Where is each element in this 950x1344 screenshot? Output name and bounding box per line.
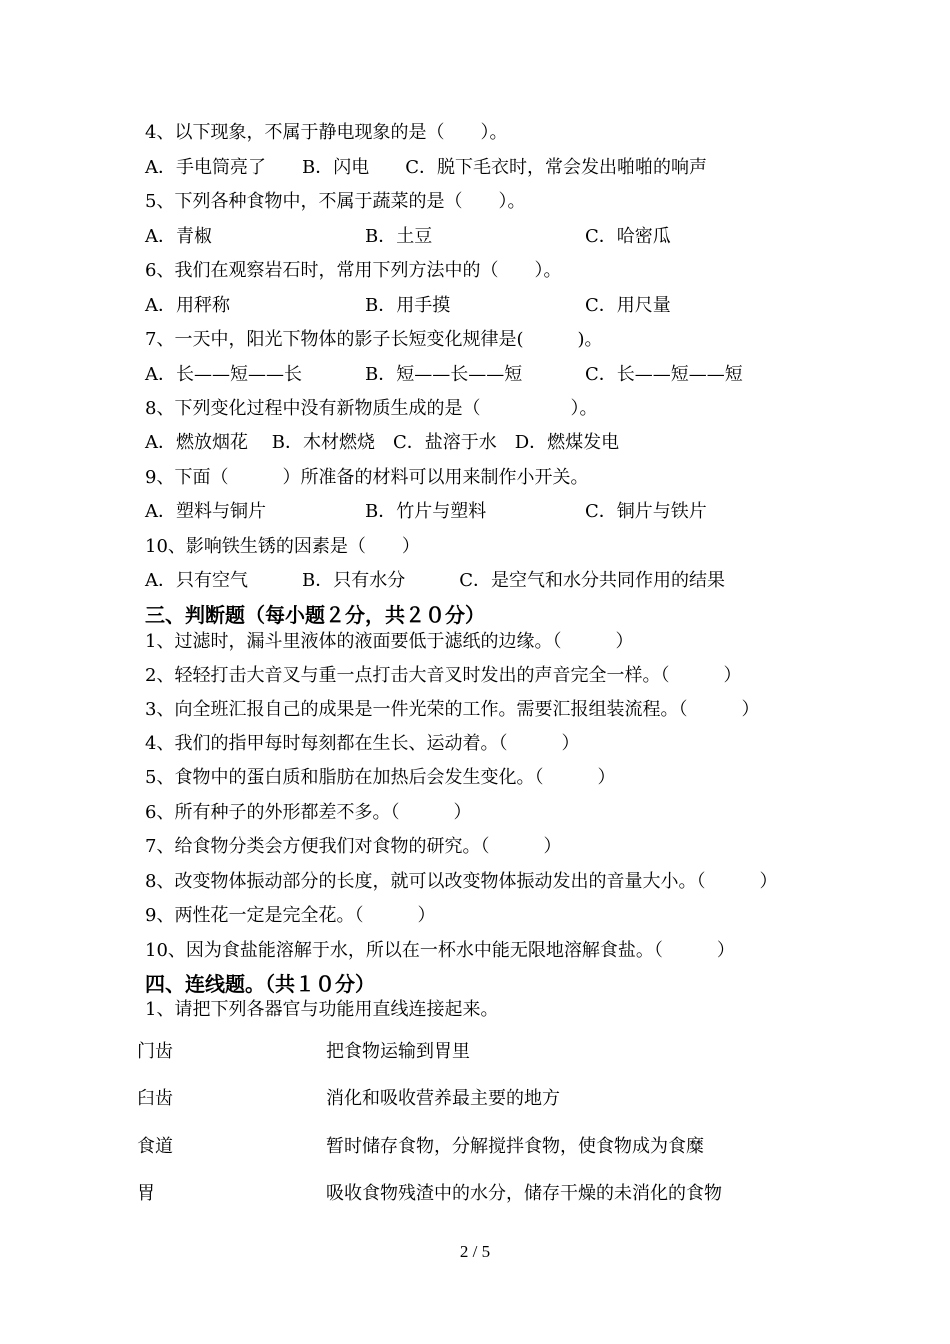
section-4-title: 四、连线题。（共１０分）	[145, 972, 375, 996]
question-10-options: A．只有空气 B．只有水分 C．是空气和水分共同作用的结果	[145, 570, 725, 591]
judge-item-6: 6、所有种子的外形都差不多。（ ）	[145, 802, 472, 823]
question-5-stem: 5、下列各种食物中，不属于蔬菜的是（ ）。	[145, 191, 526, 212]
organ-label-2: 臼齿	[137, 1088, 173, 1109]
function-label-2: 消化和吸收营养最主要的地方	[326, 1088, 560, 1109]
question-6-option-b: B．用手摸	[365, 295, 451, 316]
judge-item-4: 4、我们的指甲每时每刻都在生长、运动着。（ ）	[145, 733, 580, 754]
judge-item-5: 5、食物中的蛋白质和脂肪在加热后会发生变化。（ ）	[145, 767, 616, 788]
page-number: 2 / 5	[459, 1242, 491, 1261]
judge-item-10: 10、因为食盐能溶解于水，所以在一杯水中能无限地溶解食盐。（ ）	[145, 940, 735, 961]
section-3-title: 三、判断题（每小题２分，共２０分）	[145, 603, 485, 627]
judge-item-2: 2、轻轻打击大音叉与重一点打击大音叉时发出的声音完全一样。（ ）	[145, 665, 742, 686]
function-label-1: 把食物运输到胃里	[326, 1041, 470, 1062]
question-7-option-c: C．长——短——短	[585, 364, 743, 385]
question-7-stem: 7、一天中，阳光下物体的影子长短变化规律是( )。	[145, 329, 603, 350]
judge-item-8: 8、改变物体振动部分的长度，就可以改变物体振动发出的音量大小。（ ）	[145, 871, 778, 892]
matching-instruction: 1、请把下列各器官与功能用直线连接起来。	[145, 999, 499, 1020]
question-5-option-a: A．青椒	[145, 226, 212, 247]
question-8-stem: 8、下列变化过程中没有新物质生成的是（ ）。	[145, 398, 598, 419]
question-6-option-a: A．用秤称	[145, 295, 230, 316]
judge-item-7: 7、给食物分类会方便我们对食物的研究。（ ）	[145, 836, 562, 857]
function-label-4: 吸收食物残渣中的水分，储存干燥的未消化的食物	[326, 1183, 722, 1204]
question-8-options: A．燃放烟花 B．木材燃烧 C．盐溶于水 D．燃煤发电	[145, 432, 620, 453]
organ-label-1: 门齿	[137, 1041, 173, 1062]
question-4-stem: 4、以下现象，不属于静电现象的是（ ）。	[145, 122, 508, 143]
organ-label-3: 食道	[137, 1136, 173, 1157]
question-9-option-b: B．竹片与塑料	[365, 501, 487, 522]
organ-label-4: 胃	[137, 1183, 155, 1204]
question-9-stem: 9、下面（ ）所准备的材料可以用来制作小开关。	[145, 467, 589, 488]
question-4-options: A．手电筒亮了 B．闪电 C．脱下毛衣时，常会发出啪啪的响声	[145, 157, 707, 178]
question-9-option-c: C．铜片与铁片	[585, 501, 707, 522]
question-7-option-b: B．短——长——短	[365, 364, 523, 385]
question-6-option-c: C．用尺量	[585, 295, 671, 316]
judge-item-9: 9、两性花一定是完全花。（ ）	[145, 905, 436, 926]
judge-item-3: 3、向全班汇报自己的成果是一件光荣的工作。需要汇报组装流程。（ ）	[145, 699, 760, 720]
question-5-option-c: C．哈密瓜	[585, 226, 671, 247]
question-10-stem: 10、影响铁生锈的因素是（ ）	[145, 536, 420, 557]
question-7-option-a: A．长——短——长	[145, 364, 302, 385]
judge-item-1: 1、过滤时，漏斗里液体的液面要低于滤纸的边缘。（ ）	[145, 631, 634, 652]
question-6-stem: 6、我们在观察岩石时，常用下列方法中的（ ）。	[145, 260, 562, 281]
function-label-3: 暂时储存食物，分解搅拌食物，使食物成为食糜	[326, 1136, 704, 1157]
question-5-option-b: B．土豆	[365, 226, 433, 247]
question-9-option-a: A．塑料与铜片	[145, 501, 266, 522]
